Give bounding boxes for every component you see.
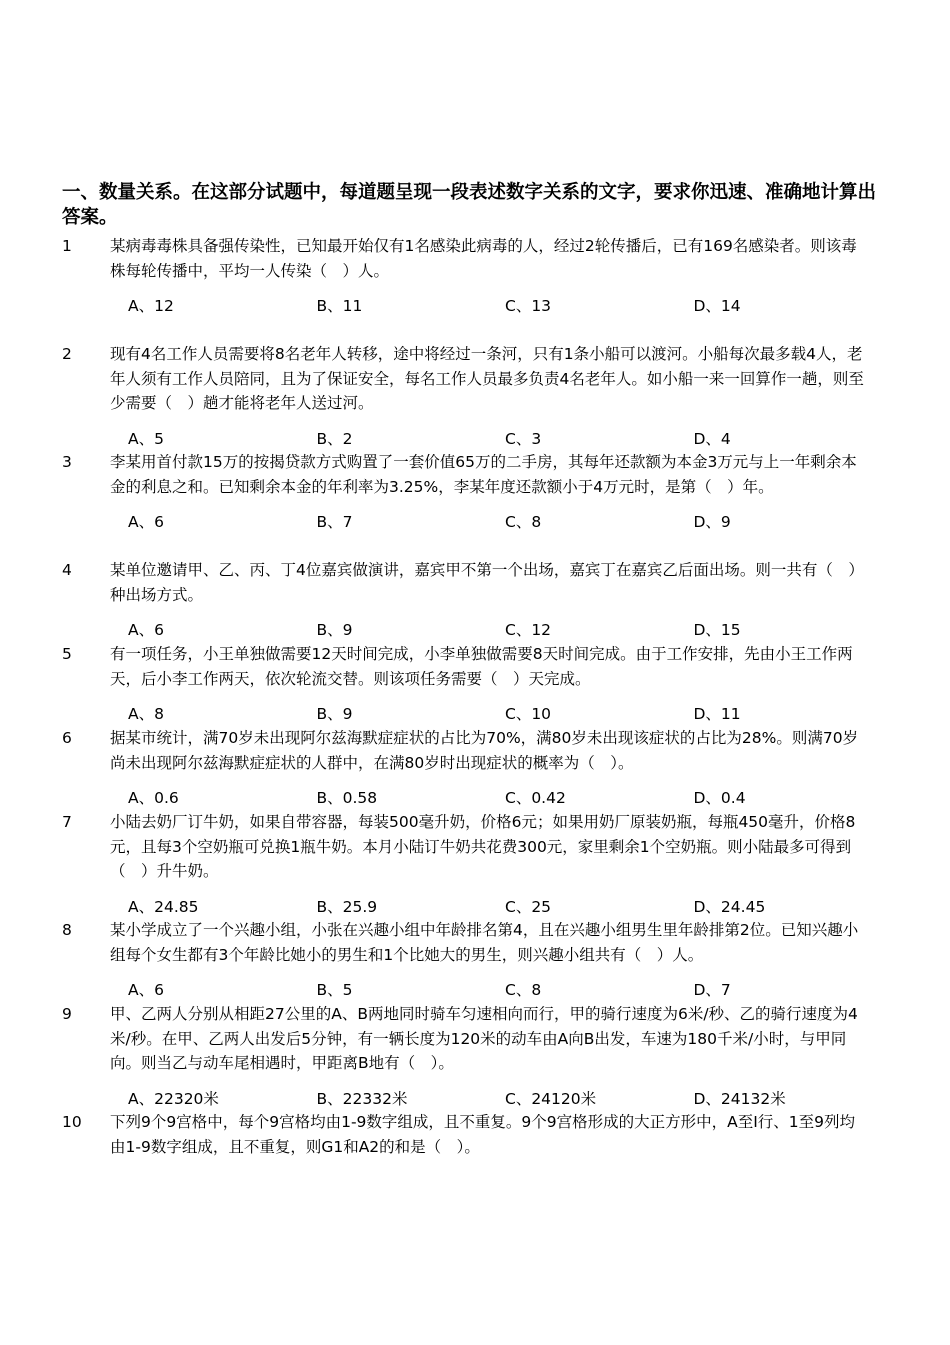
option-row [128,295,882,317]
question-text: 有一项任务，小王单独做需要12天时间完成，小李单独做需要8天时间完成。由于工作安排，先由小王工作两天，后小李工作两天，依次轮流交替。则该项任务需要（ ）天完成。 [110,645,853,688]
option-row [128,428,882,450]
question-number: 5 [62,645,72,663]
question-3 [62,450,882,558]
question-number: 9 [62,1005,72,1023]
option-d: D、24132米 [693,1089,786,1108]
option-c: C、0.42 [505,789,566,807]
question-text: 甲、乙两人分别从相距27公里的A、B两地同时骑车匀速相向而行，甲的骑行速度为6米/秒、乙的骑行速度为4米/秒。在甲、乙两人出发后5分钟，有一辆长度为120米的动车由A向B出发，车速为180千米/小时，与甲同向。则当乙与动车尾相遇时，甲距离B地有（ ）。 [110,1005,858,1072]
option-c: C、3 [505,429,542,448]
option-d: D、7 [693,981,731,999]
option-row [128,703,882,725]
option-a: A、8 [128,705,164,723]
option-row [128,896,882,918]
option-b: B、11 [316,297,363,315]
option-c: C、24120米 [505,1089,597,1108]
question-text: 现有4名工作人员需要将8名老年人转移，途中将经过一条河，只有1条小船可以渡河。小船每次最多载4人，老年人须有工作人员陪同，且为了保证安全，每名工作人员最多负责4名老年人。如小船一来一回算作一趟，则至少需要（ ）趟才能将老年人送过河。 [110,345,864,412]
option-row [128,979,882,1001]
question-text: 小陆去奶厂订牛奶，如果自带容器，每装500毫升奶，价格6元；如果用奶厂原装奶瓶，每瓶450毫升，价格8元，且每3个空奶瓶可兑换1瓶牛奶。本月小陆订牛奶共花费300元，家里剩余1个空奶瓶。则小陆最多可得到（ ）升牛奶。 [110,813,856,880]
question-7 [62,810,882,918]
question-number: 10 [62,1113,82,1131]
question-9 [62,1002,882,1110]
question-8 [62,918,882,1002]
option-b: B、5 [316,981,353,999]
question-6 [62,726,882,810]
question-list [62,234,882,1159]
option-c: C、8 [505,981,542,999]
option-row [128,619,882,641]
option-d: D、0.4 [693,789,746,807]
question-number: 6 [62,729,72,747]
question-2 [62,342,882,450]
question-text: 据某市统计，满70岁未出现阿尔兹海默症症状的占比为70%，满80岁未出现该症状的占比为28%。则满70岁尚未出现阿尔兹海默症症状的人群中，在满80岁时出现症状的概率为（ ）。 [110,729,859,772]
option-c: C、13 [505,297,552,315]
option-b: B、0.58 [316,789,378,807]
option-b: B、22332米 [316,1089,408,1108]
option-b: B、9 [316,621,353,639]
question-text: 李某用首付款15万的按揭贷款方式购置了一套价值65万的二手房，其每年还款额为本金3万元与上一年剩余本金的利息之和。已知剩余本金的年利率为3.25%，李某年度还款额小于4万元时，是第（ ）年。 [110,453,857,496]
option-a: A、6 [128,621,164,639]
option-a: A、0.6 [128,789,179,807]
question-10 [62,1110,882,1159]
option-row [128,787,882,809]
option-row [128,511,882,533]
option-b: B、2 [316,429,353,448]
option-d: D、9 [693,513,731,531]
option-a: A、24.85 [128,897,199,916]
question-number: 3 [62,453,72,471]
question-text: 下列9个9宫格中，每个9宫格均由1-9数字组成，且不重复。9个9宫格形成的大正方形中，A至I行、1至9列均由1-9数字组成，且不重复，则G1和A2的和是（ ）。 [110,1113,856,1156]
option-d: D、11 [693,705,741,723]
question-5 [62,642,882,726]
option-d: D、15 [693,621,741,639]
question-text: 某单位邀请甲、乙、丙、丁4位嘉宾做演讲，嘉宾甲不第一个出场，嘉宾丁在嘉宾乙后面出场。则一共有（ ）种出场方式。 [110,561,864,604]
option-d: D、14 [693,297,741,315]
question-number: 4 [62,561,72,579]
question-number: 8 [62,921,72,939]
question-text: 某小学成立了一个兴趣小组，小张在兴趣小组中年龄排名第4，且在兴趣小组男生里年龄排第2位。已知兴趣小组每个女生都有3个年龄比她小的男生和1个比她大的男生，则兴趣小组共有（ ）人。 [110,921,859,964]
question-text: 某病毒毒株具备强传染性，已知最开始仅有1名感染此病毒的人，经过2轮传播后，已有169名感染者。则该毒株每轮传播中，平均一人传染（ ）人。 [110,237,857,280]
question-number: 7 [62,813,72,831]
section-heading: 一、数量关系。在这部分试题中，每道题呈现一段表述数字关系的文字，要求你迅速、准确地计算出答案。 [62,182,877,228]
option-b: B、25.9 [316,897,378,916]
option-c: C、25 [505,897,552,916]
option-a: A、6 [128,981,164,999]
option-a: A、5 [128,429,164,448]
option-b: B、9 [316,705,353,723]
option-row [128,1088,882,1110]
option-a: A、6 [128,513,164,531]
question-number: 1 [62,237,72,255]
option-d: D、4 [693,429,731,448]
option-b: B、7 [316,513,353,531]
question-4 [62,558,882,642]
option-a: A、12 [128,297,174,315]
option-d: D、24.45 [693,897,766,916]
question-number: 2 [62,345,72,363]
option-c: C、10 [505,705,552,723]
option-c: C、8 [505,513,542,531]
option-c: C、12 [505,621,552,639]
question-1 [62,234,882,342]
option-a: A、22320米 [128,1089,219,1108]
